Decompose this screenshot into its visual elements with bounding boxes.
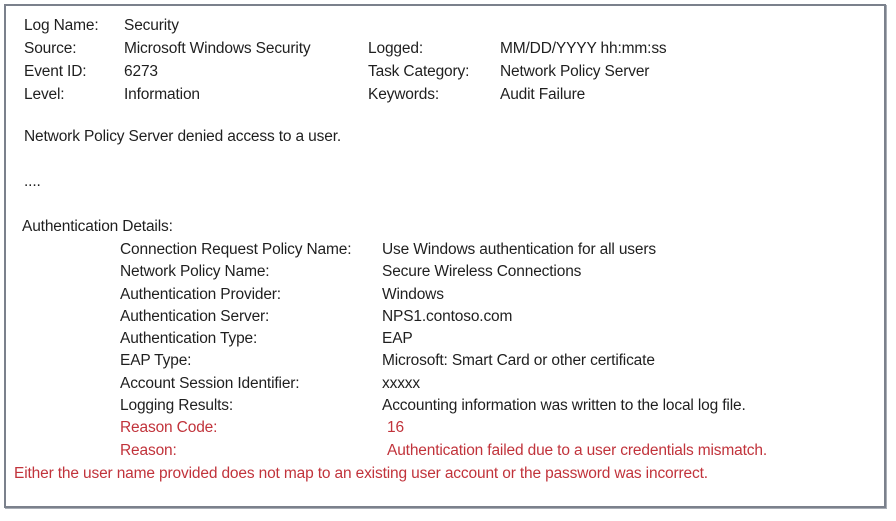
logged-value: MM/DD/YYYY hh:mm:ss <box>500 40 667 57</box>
detail-label: Authentication Provider: <box>120 285 281 303</box>
source-value: Microsoft Windows Security <box>124 40 311 57</box>
logged-label: Logged: <box>368 40 423 57</box>
event-log-record-frame <box>4 4 886 508</box>
omitted-content-ellipsis: .... <box>24 173 41 190</box>
header-spacer <box>500 14 884 37</box>
source-label: Source: <box>24 40 77 57</box>
detail-value: Microsoft: Smart Card or other certificate <box>382 352 655 370</box>
header-spacer <box>368 14 500 37</box>
detail-value: Use Windows authentication for all users <box>382 241 656 258</box>
detail-row <box>6 373 884 395</box>
detail-label: Reason Code: <box>120 419 218 437</box>
detail-label: Authentication Server: <box>120 307 270 325</box>
event-header <box>6 6 884 106</box>
detail-row <box>6 395 884 417</box>
keywords-label: Keywords: <box>368 86 440 103</box>
log-name-value: Security <box>124 17 179 34</box>
log-name-label: Log Name: <box>24 17 99 34</box>
event-id-label: Event ID: <box>24 63 87 80</box>
detail-value: NPS1.contoso.com <box>382 307 513 325</box>
detail-label: Network Policy Name: <box>120 263 270 281</box>
detail-value: xxxxx <box>382 374 421 392</box>
detail-row <box>6 284 884 306</box>
detail-row-reason-code <box>6 417 884 439</box>
authentication-details-heading: Authentication Details: <box>22 218 173 235</box>
detail-label: Authentication Type: <box>120 330 258 348</box>
detail-value: 16 <box>387 419 404 437</box>
task-category-label: Task Category: <box>368 63 470 80</box>
detail-row <box>6 328 884 350</box>
reason-footnote: Either the user name provided does not map to an existing user account or the password was incorrect. <box>14 464 708 482</box>
detail-value: Authentication failed due to a user credentials mismatch. <box>387 441 768 459</box>
detail-row <box>6 350 884 372</box>
detail-row <box>6 306 884 328</box>
detail-row <box>6 239 884 261</box>
authentication-details-list <box>6 239 884 462</box>
detail-value: EAP <box>382 330 413 348</box>
event-id-value: 6273 <box>124 63 158 80</box>
detail-row <box>6 261 884 283</box>
detail-label: Logging Results: <box>120 397 234 415</box>
detail-label: Reason: <box>120 441 177 459</box>
keywords-value: Audit Failure <box>500 86 586 103</box>
detail-row-reason <box>6 440 884 462</box>
detail-label: EAP Type: <box>120 352 192 370</box>
level-label: Level: <box>24 86 65 103</box>
detail-value: Secure Wireless Connections <box>382 263 582 281</box>
detail-label: Connection Request Policy Name: <box>120 241 352 258</box>
detail-value: Windows <box>382 285 444 303</box>
level-value: Information <box>124 86 200 103</box>
detail-label: Account Session Identifier: <box>120 374 300 392</box>
task-category-value: Network Policy Server <box>500 63 650 80</box>
detail-value: Accounting information was written to the local log file. <box>382 397 746 415</box>
event-description: Network Policy Server denied access to a user. <box>24 128 342 145</box>
